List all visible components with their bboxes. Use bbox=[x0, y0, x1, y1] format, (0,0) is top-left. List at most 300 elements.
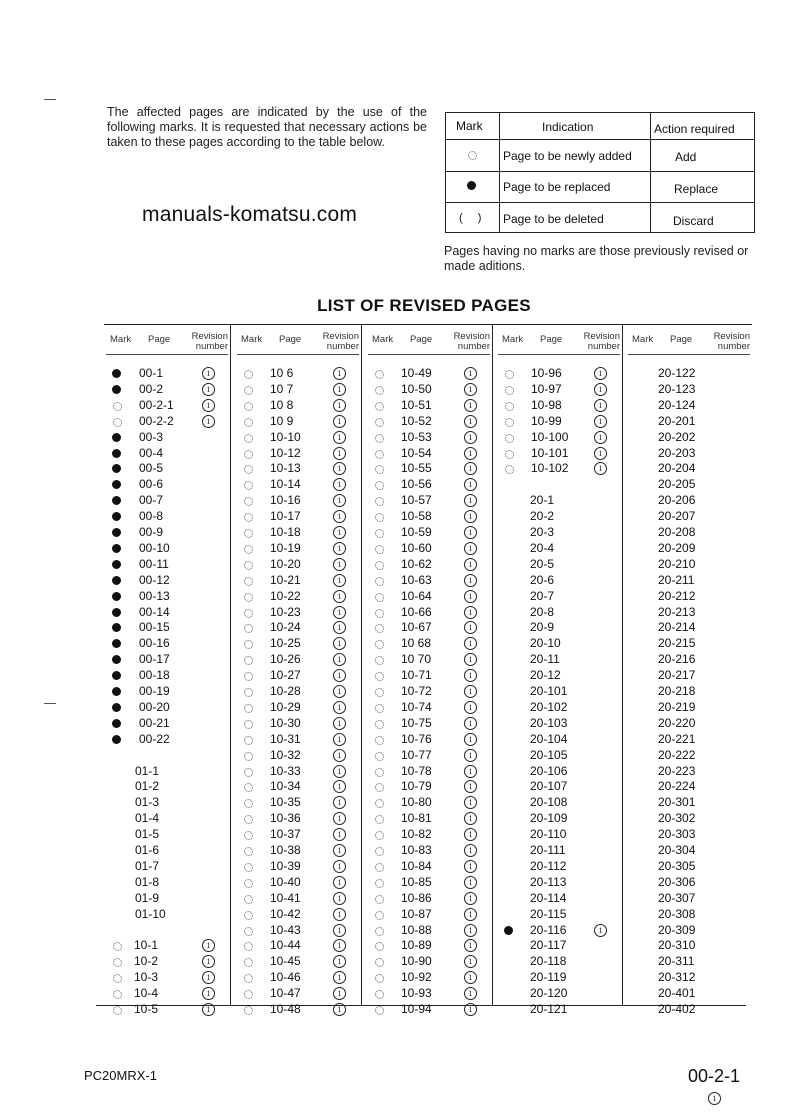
new-mark-icon bbox=[375, 736, 384, 745]
list-item bbox=[496, 732, 626, 748]
new-mark-icon bbox=[375, 624, 384, 633]
list-item bbox=[496, 970, 626, 986]
new-mark-icon bbox=[375, 513, 384, 522]
new-mark-icon bbox=[375, 895, 384, 904]
new-mark-icon bbox=[375, 402, 384, 411]
new-mark-icon bbox=[375, 656, 384, 665]
page-number: 10-28 bbox=[270, 684, 301, 698]
list-item bbox=[104, 668, 234, 684]
list-item bbox=[366, 859, 496, 875]
revision-number-icon: 1 bbox=[202, 971, 215, 984]
list-item bbox=[235, 859, 365, 875]
page-number: 10-71 bbox=[401, 668, 432, 683]
revision-number-icon: 1 bbox=[464, 717, 477, 730]
new-mark-icon bbox=[113, 990, 122, 999]
list-item bbox=[235, 827, 365, 843]
list-item bbox=[235, 970, 365, 986]
replace-mark-icon bbox=[112, 560, 121, 569]
list-item bbox=[235, 382, 365, 398]
page-number: 20-303 bbox=[658, 827, 696, 842]
list-item bbox=[496, 652, 626, 668]
new-mark-icon bbox=[375, 640, 384, 649]
revision-number-icon: 1 bbox=[333, 876, 346, 889]
list-item bbox=[235, 811, 365, 827]
list-item bbox=[496, 811, 626, 827]
list-item bbox=[626, 1002, 756, 1018]
page-number: 10-16 bbox=[270, 493, 301, 508]
list-item bbox=[366, 748, 496, 764]
new-mark-icon bbox=[375, 847, 384, 856]
list-item bbox=[496, 716, 626, 732]
revision-number-icon: 1 bbox=[333, 383, 346, 396]
page-number: 10-75 bbox=[401, 715, 432, 730]
new-mark-icon bbox=[505, 386, 514, 395]
new-mark-icon bbox=[375, 927, 384, 936]
column-header-mark: Mark bbox=[372, 334, 394, 345]
page-number: 20-116 bbox=[530, 922, 567, 937]
list-item bbox=[626, 414, 756, 430]
list-item bbox=[104, 811, 234, 827]
page-number: 20-309 bbox=[658, 922, 696, 937]
list-item bbox=[104, 493, 234, 509]
revision-number-icon: 1 bbox=[464, 876, 477, 889]
revision-number-icon: 1 bbox=[464, 812, 477, 825]
revision-number-icon: 1 bbox=[594, 924, 607, 937]
revision-number-icon: 1 bbox=[464, 526, 477, 539]
new-mark-icon bbox=[244, 831, 253, 840]
list-item bbox=[235, 938, 365, 954]
page-number: 00-15 bbox=[139, 620, 170, 635]
page-number: 10 6 bbox=[270, 366, 294, 380]
revision-number-icon: 1 bbox=[333, 955, 346, 968]
list-item bbox=[104, 366, 234, 382]
list-item bbox=[235, 779, 365, 795]
page-number: 20-304 bbox=[658, 843, 696, 857]
page-number: 20-311 bbox=[658, 954, 695, 969]
list-item bbox=[366, 398, 496, 414]
new-mark-icon bbox=[375, 974, 384, 983]
column-header-mark: Mark bbox=[632, 334, 654, 345]
revision-number-icon: 1 bbox=[202, 367, 215, 380]
list-item bbox=[104, 779, 234, 795]
page-number: 10-14 bbox=[270, 477, 301, 492]
page-number: 10 68 bbox=[401, 636, 432, 651]
page-number: 10-60 bbox=[401, 540, 432, 555]
footer-page-number: 00-2-1 bbox=[688, 1066, 741, 1086]
new-mark-icon bbox=[375, 370, 384, 379]
revision-number-icon: 1 bbox=[333, 685, 346, 698]
list-item bbox=[366, 652, 496, 668]
revised-pages-table bbox=[104, 324, 752, 1030]
revision-number-icon: 1 bbox=[594, 462, 607, 475]
revision-number-icon: 1 bbox=[333, 415, 346, 428]
list-item bbox=[104, 573, 234, 589]
list-item bbox=[626, 843, 756, 859]
list-item bbox=[496, 907, 626, 923]
revision-number-icon: 1 bbox=[464, 542, 477, 555]
page-number: 10-33 bbox=[270, 763, 301, 778]
revision-number-icon: 1 bbox=[594, 383, 607, 396]
page-number: 20-306 bbox=[658, 874, 696, 889]
list-item bbox=[626, 573, 756, 589]
list-item bbox=[104, 605, 234, 621]
page-number: 20-212 bbox=[658, 588, 696, 603]
new-mark-icon bbox=[375, 529, 384, 538]
new-mark-icon bbox=[375, 783, 384, 792]
list-item bbox=[366, 493, 496, 509]
revision-number-icon: 1 bbox=[464, 637, 477, 650]
page-number: 10-92 bbox=[401, 970, 432, 985]
page-number: 00-2-1 bbox=[139, 397, 174, 412]
page-number: 10-87 bbox=[401, 906, 432, 921]
column-header-revision: Revision number bbox=[583, 331, 620, 352]
replace-mark-icon bbox=[112, 687, 121, 696]
page-number: 20-312 bbox=[658, 970, 696, 985]
list-item bbox=[496, 573, 626, 589]
new-mark-icon bbox=[244, 799, 253, 808]
page-number: 10-4 bbox=[134, 986, 159, 1001]
new-mark-icon bbox=[244, 672, 253, 681]
column-header-revision: Revision number bbox=[191, 331, 228, 352]
list-item bbox=[366, 891, 496, 907]
list-item bbox=[104, 843, 234, 859]
page-number: 10-46 bbox=[270, 970, 301, 985]
list-item bbox=[104, 414, 234, 430]
new-mark-icon bbox=[375, 752, 384, 761]
new-mark-icon bbox=[375, 497, 384, 506]
header-underline bbox=[498, 354, 620, 355]
page-number: 10-29 bbox=[270, 699, 301, 714]
page-number: 20-7 bbox=[530, 588, 555, 603]
list-item bbox=[496, 938, 626, 954]
page-number: 01-5 bbox=[135, 827, 160, 842]
page-number: 00-21 bbox=[139, 715, 170, 730]
page-number: 10-101 bbox=[531, 445, 569, 460]
revision-number-icon: 1 bbox=[333, 717, 346, 730]
list-item bbox=[496, 366, 626, 382]
page-number: 20-307 bbox=[658, 890, 696, 905]
page-number: 00-20 bbox=[139, 699, 170, 714]
revision-number-icon: 1 bbox=[202, 987, 215, 1000]
new-mark-icon bbox=[244, 593, 253, 602]
page-number: 10-58 bbox=[401, 509, 432, 524]
note-text: Pages having no marks are those previously revised or made aditions. bbox=[444, 244, 749, 273]
new-mark-icon bbox=[505, 418, 514, 427]
list-item bbox=[626, 907, 756, 923]
column-header-page: Page bbox=[540, 334, 563, 345]
list-item bbox=[104, 461, 234, 477]
list-item bbox=[626, 477, 756, 493]
list-item bbox=[366, 509, 496, 525]
list-item bbox=[235, 716, 365, 732]
column-header-mark: Mark bbox=[110, 334, 132, 345]
revision-number-icon: 1 bbox=[333, 765, 346, 778]
list-item bbox=[104, 970, 234, 986]
list-item bbox=[366, 668, 496, 684]
new-mark-icon bbox=[375, 863, 384, 872]
list-item bbox=[496, 605, 626, 621]
list-item bbox=[235, 1002, 365, 1018]
list-item bbox=[366, 700, 496, 716]
list-item bbox=[366, 986, 496, 1002]
page-number: 10-17 bbox=[270, 509, 301, 524]
page-number: 10-84 bbox=[401, 858, 432, 873]
list-item bbox=[626, 779, 756, 795]
list-item bbox=[366, 716, 496, 732]
page-number: 20-219 bbox=[658, 699, 696, 714]
list-item bbox=[496, 748, 626, 764]
list-item bbox=[366, 827, 496, 843]
revision-number-icon: 1 bbox=[202, 415, 215, 428]
page-number: 10-49 bbox=[401, 366, 432, 380]
revision-number-icon: 1 bbox=[464, 574, 477, 587]
page-number: 00-12 bbox=[139, 572, 170, 587]
page-number: 10-24 bbox=[270, 620, 301, 635]
list-item bbox=[496, 620, 626, 636]
list-title: LIST OF REVISED PAGES bbox=[317, 296, 531, 315]
revision-number-icon: 1 bbox=[464, 669, 477, 682]
new-mark-icon bbox=[375, 799, 384, 808]
list-item bbox=[366, 938, 496, 954]
new-mark-icon bbox=[244, 927, 253, 936]
page-number: 10-26 bbox=[270, 652, 301, 667]
list-item bbox=[626, 970, 756, 986]
new-mark-icon bbox=[375, 577, 384, 586]
replace-mark-icon bbox=[467, 181, 476, 190]
list-item bbox=[104, 891, 234, 907]
list-item bbox=[366, 589, 496, 605]
revision-number-icon: 1 bbox=[202, 955, 215, 968]
new-mark-icon bbox=[244, 481, 253, 490]
new-mark-icon bbox=[113, 418, 122, 427]
list-item bbox=[104, 923, 234, 939]
list-item bbox=[496, 493, 626, 509]
footer-model: PC20MRX-1 bbox=[84, 1068, 157, 1083]
legend-action-replace: Replace bbox=[674, 182, 719, 196]
list-item bbox=[496, 859, 626, 875]
page-number: 10-27 bbox=[270, 668, 301, 683]
list-item bbox=[235, 684, 365, 700]
page-number: 20-205 bbox=[658, 477, 696, 492]
page-number: 10 8 bbox=[270, 397, 294, 412]
list-item bbox=[235, 541, 365, 557]
list-item bbox=[104, 859, 234, 875]
revision-number-icon: 1 bbox=[464, 844, 477, 857]
legend-divider bbox=[499, 113, 500, 232]
list-item bbox=[626, 764, 756, 780]
revision-number-icon: 1 bbox=[333, 542, 346, 555]
new-mark-icon bbox=[244, 545, 253, 554]
column-header-revision: Revision number bbox=[453, 331, 490, 352]
new-mark-icon bbox=[375, 688, 384, 697]
page-number: 20-120 bbox=[530, 986, 568, 1001]
replace-mark-icon bbox=[112, 480, 121, 489]
list-item bbox=[235, 954, 365, 970]
legend-indication-replace: Page to be replaced bbox=[503, 180, 611, 194]
list-item bbox=[366, 414, 496, 430]
revision-number-icon: 1 bbox=[594, 447, 607, 460]
list-item bbox=[496, 382, 626, 398]
list-item bbox=[104, 509, 234, 525]
new-mark-icon bbox=[244, 720, 253, 729]
new-mark-icon bbox=[244, 688, 253, 697]
page-number: 10-10 bbox=[270, 429, 301, 444]
page-number: 20-216 bbox=[658, 652, 696, 667]
revision-number-icon: 1 bbox=[464, 1003, 477, 1016]
list-item bbox=[104, 525, 234, 541]
new-mark-icon bbox=[244, 863, 253, 872]
list-item bbox=[626, 748, 756, 764]
list-item bbox=[366, 573, 496, 589]
replace-mark-icon bbox=[112, 385, 121, 394]
legend-table bbox=[445, 112, 755, 233]
page-number: 00-8 bbox=[139, 509, 164, 524]
page-number: 20-12 bbox=[530, 668, 561, 683]
page-number: 20-124 bbox=[658, 397, 696, 412]
revision-number-icon: 1 bbox=[464, 590, 477, 603]
page-number: 20-302 bbox=[658, 811, 696, 826]
list-item bbox=[496, 764, 626, 780]
list-item bbox=[626, 605, 756, 621]
new-mark-icon bbox=[375, 561, 384, 570]
page-number: 20-106 bbox=[530, 763, 568, 778]
page-number: 10-81 bbox=[401, 811, 432, 826]
page-number: 20-108 bbox=[530, 795, 568, 810]
column-header-page: Page bbox=[279, 334, 302, 345]
page-number: 20-213 bbox=[658, 604, 696, 619]
list-item bbox=[366, 430, 496, 446]
replace-mark-icon bbox=[112, 512, 121, 521]
list-item bbox=[626, 382, 756, 398]
list-item bbox=[496, 843, 626, 859]
page-number: 10-37 bbox=[270, 827, 301, 842]
page-number: 10-59 bbox=[401, 525, 432, 539]
new-mark-icon bbox=[375, 879, 384, 888]
page-number: 20-11 bbox=[530, 652, 560, 667]
intro-paragraph: The affected pages are indicated by the use of the following marks. It is requested that necessary actions be taken to these pages according to the table below. bbox=[107, 105, 427, 149]
list-item bbox=[104, 652, 234, 668]
list-item bbox=[626, 557, 756, 573]
new-mark-icon bbox=[375, 450, 384, 459]
page-number: 00-18 bbox=[139, 668, 170, 683]
page-number: 01-10 bbox=[135, 906, 166, 921]
page-number: 10-64 bbox=[401, 588, 432, 603]
list-item bbox=[626, 398, 756, 414]
page-number: 10-52 bbox=[401, 413, 432, 428]
page-number: 20-115 bbox=[530, 906, 567, 921]
revision-number-icon: 1 bbox=[333, 987, 346, 1000]
new-mark-icon bbox=[244, 704, 253, 713]
list-item bbox=[496, 986, 626, 1002]
list-item bbox=[496, 827, 626, 843]
new-mark-icon bbox=[244, 577, 253, 586]
page-number: 20-104 bbox=[530, 731, 568, 746]
list-item bbox=[104, 477, 234, 493]
page-number: 00-13 bbox=[139, 588, 170, 603]
revision-number-icon: 1 bbox=[464, 987, 477, 1000]
list-item bbox=[496, 1002, 626, 1018]
revision-number-icon: 1 bbox=[333, 1003, 346, 1016]
new-mark-icon bbox=[244, 609, 253, 618]
list-item bbox=[366, 525, 496, 541]
list-item bbox=[626, 732, 756, 748]
revision-number-icon: 1 bbox=[333, 892, 346, 905]
list-item bbox=[235, 764, 365, 780]
revision-number-icon: 1 bbox=[464, 462, 477, 475]
list-item bbox=[235, 986, 365, 1002]
page-number: 20-310 bbox=[658, 938, 696, 953]
list-item bbox=[235, 875, 365, 891]
list-item bbox=[496, 923, 626, 939]
replace-mark-icon bbox=[112, 623, 121, 632]
page-number: 20-207 bbox=[658, 509, 696, 524]
list-item bbox=[366, 557, 496, 573]
list-item bbox=[366, 907, 496, 923]
revision-number-icon: 1 bbox=[333, 462, 346, 475]
new-mark-icon bbox=[244, 386, 253, 395]
page-number: 20-2 bbox=[530, 509, 555, 524]
new-mark-icon bbox=[244, 418, 253, 427]
page-number: 20-102 bbox=[530, 699, 568, 714]
column-header-mark: Mark bbox=[502, 334, 524, 345]
revision-number-icon: 1 bbox=[464, 765, 477, 778]
new-mark-icon bbox=[375, 815, 384, 824]
page-number: 10-48 bbox=[270, 1002, 301, 1016]
new-mark-icon bbox=[375, 434, 384, 443]
page-number: 10-74 bbox=[401, 699, 432, 714]
watermark-text: manuals-komatsu.com bbox=[142, 203, 358, 226]
list-item bbox=[626, 923, 756, 939]
list-item bbox=[235, 652, 365, 668]
page-number: 20-110 bbox=[530, 827, 567, 842]
new-mark-icon bbox=[375, 609, 384, 618]
revision-number-icon: 1 bbox=[464, 558, 477, 571]
replace-mark-icon bbox=[112, 592, 121, 601]
page-number: 10-90 bbox=[401, 954, 432, 969]
list-item bbox=[496, 636, 626, 652]
page-number: 10-40 bbox=[270, 874, 301, 889]
replace-mark-icon bbox=[112, 369, 121, 378]
new-mark-icon bbox=[244, 895, 253, 904]
revision-number-icon: 1 bbox=[594, 367, 607, 380]
replace-mark-icon bbox=[504, 926, 513, 935]
list-item bbox=[235, 573, 365, 589]
replace-mark-icon bbox=[112, 639, 121, 648]
list-item bbox=[496, 557, 626, 573]
revision-number-icon: 1 bbox=[464, 510, 477, 523]
page-number: 10-76 bbox=[401, 731, 432, 746]
page-number: 20-112 bbox=[530, 858, 567, 873]
list-item bbox=[366, 461, 496, 477]
page-number: 10-79 bbox=[401, 779, 432, 794]
revision-number-icon: 1 bbox=[333, 908, 346, 921]
list-item bbox=[626, 446, 756, 462]
revision-number-icon: 1 bbox=[464, 494, 477, 507]
revision-number-icon: 1 bbox=[333, 590, 346, 603]
revision-number-icon: 1 bbox=[464, 606, 477, 619]
page-number: 10-54 bbox=[401, 445, 432, 460]
new-mark-icon bbox=[244, 402, 253, 411]
page-number: 20-113 bbox=[530, 874, 567, 889]
page-number: 20-217 bbox=[658, 668, 696, 683]
list-item bbox=[104, 764, 234, 780]
list-item bbox=[366, 541, 496, 557]
new-mark-icon bbox=[375, 1006, 384, 1015]
revision-number-icon: 1 bbox=[202, 939, 215, 952]
footer-revision-icon: 1 bbox=[708, 1092, 721, 1105]
page-number: 10-66 bbox=[401, 604, 432, 619]
page-number: 20-107 bbox=[530, 779, 568, 794]
